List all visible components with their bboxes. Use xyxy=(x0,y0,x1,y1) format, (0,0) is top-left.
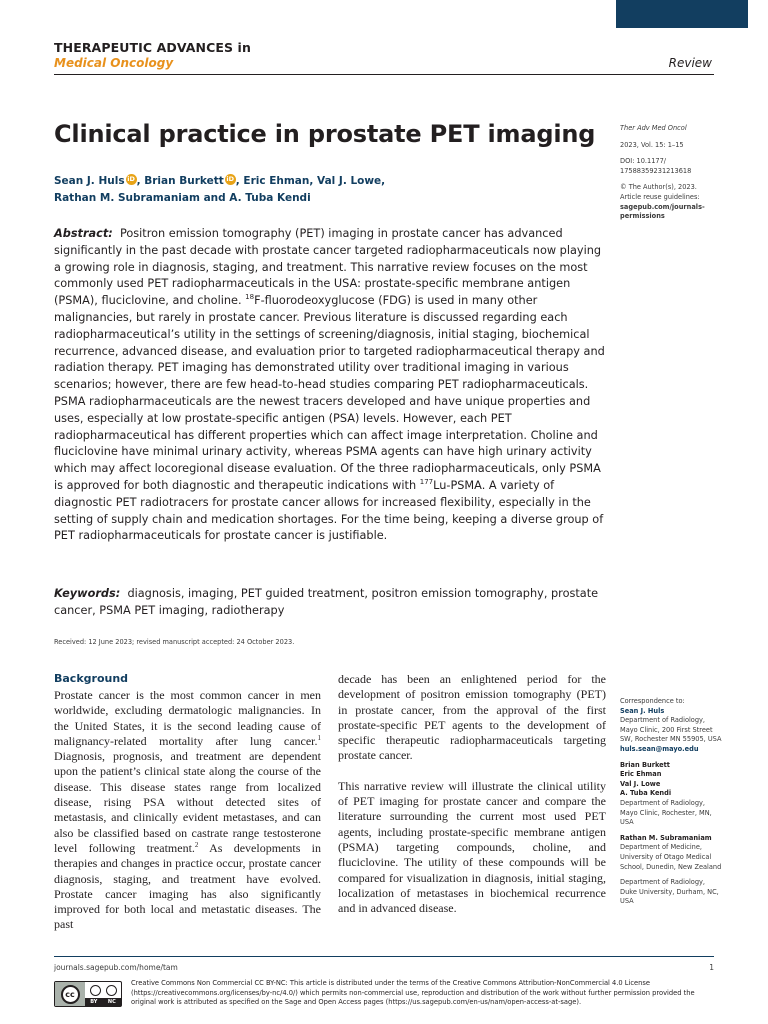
reference-link[interactable]: 1 xyxy=(317,733,321,742)
keywords-label: Keywords: xyxy=(54,587,121,600)
attribution-icon xyxy=(90,985,101,996)
author-link[interactable]: Eric Ehman, Val J. Lowe, xyxy=(243,175,386,187)
body-column-right xyxy=(338,672,606,916)
cc-logo-icon: cc xyxy=(61,985,80,1004)
abstract-text-3: Lu-PSMA. A variety of diagnostic PET radiotracers for prostate cancer allows for increased flexibility, especially in the setting of supply chain and medication shortages. For the time being, keeping a diverse group of PET radiopharmaceuticals for prostate cancer is justifiable. xyxy=(54,478,604,543)
creative-commons-icon[interactable] xyxy=(54,981,122,1007)
correspondence-address: Department of Radiology, Mayo Clinic, 200 First Street SW, Rochester MN 55905, USA xyxy=(620,716,722,744)
abstract-sup-1: 18 xyxy=(245,293,255,302)
affiliation-name: A. Tuba Kendi xyxy=(620,789,672,798)
doi-label: DOI: 10.1177/ xyxy=(620,157,667,166)
page-number: 1 xyxy=(709,963,714,972)
abstract xyxy=(54,226,610,545)
affiliation-address: Department of Radiology, Mayo Clinic, Rochester, MN, USA xyxy=(620,798,712,827)
abstract-label: Abstract: xyxy=(54,227,113,240)
body-paragraph: This narrative review will illustrate the clinical utility of PET imaging for prostate cancer and compare the literature surrounding the current most used PET agents, including prostate-specific membrane antigen (PSMA) targeting compounds, choline, and fluciclovine. The utility of these compounds will be compared for visualization in diagnosis, initial staging, localization of metastases in biochemical recurrence and in advanced disease. xyxy=(338,778,606,916)
journal-name: THERAPEUTIC ADVANCES in xyxy=(54,40,251,55)
correspondence-block xyxy=(620,697,722,907)
body-paragraph: decade has been an enlightened period for the development of positron emission tomography (PET) in prostate cancer, from the approval of the first prostate-specific PET agents to the development of specific therapeutic radiopharmaceuticals targeting prostate cancer. xyxy=(338,672,606,763)
section-heading-background: Background xyxy=(54,672,129,685)
copyright: © The Author(s), 2023. xyxy=(620,183,697,192)
journal-subtitle: Medical Oncology xyxy=(54,56,174,70)
body-text: As developments in therapies and changes in practice occur, prostate cancer diagnosis, staging, and treatment have evolved. Prostate cancer imaging has also significantly improved for both local and metastatic diseases. The past xyxy=(54,840,321,932)
affiliation-address: Department of Radiology, Duke University, Durham, NC, USA xyxy=(620,878,719,906)
footer-divider xyxy=(54,956,714,957)
correspondence-name: Sean J. Huls xyxy=(620,706,665,715)
article-type: Review xyxy=(668,56,712,70)
cc-by-label: BY xyxy=(90,999,98,1005)
affiliation-name: Brian Burkett xyxy=(620,760,670,769)
journal-url-link[interactable]: journals.sagepub.com/home/tam xyxy=(54,963,178,972)
corner-tab-decoration xyxy=(616,0,748,28)
author-link[interactable]: Rathan M. Subramaniam and A. Tuba Kendi xyxy=(54,192,311,204)
reuse-label: Article reuse guidelines: xyxy=(620,192,700,201)
affiliation-name: Eric Ehman xyxy=(620,770,662,779)
article-title: Clinical practice in prostate PET imaging xyxy=(54,120,596,148)
abstract-text-1: Positron emission tomography (PET) imaging in prostate cancer has advanced significantly in the past decade with prostate cancer targeted radiopharmaceuticals now playing a growing role in diagnosis, staging, and treatment. This narrative review focuses on the most commonly used PET radiopharmaceuticals in the USA: prostate-specific membrane antigen (PSMA), fluciclovine, and choline. xyxy=(54,227,602,308)
correspondence-email[interactable]: huls.sean@mayo.edu xyxy=(620,744,699,753)
orcid-icon[interactable]: iD xyxy=(226,175,235,183)
author-separator: , xyxy=(235,175,244,187)
article-metadata xyxy=(620,124,720,222)
affiliation-name: Val J. Lowe xyxy=(620,779,661,788)
author-link[interactable]: Sean J. Huls xyxy=(54,175,125,187)
author-list xyxy=(54,173,414,207)
keywords xyxy=(54,586,610,620)
reuse-link[interactable]: sagepub.com/journals- xyxy=(620,202,705,211)
author-link[interactable]: Brian Burkett xyxy=(144,175,224,187)
header-divider xyxy=(54,74,714,75)
body-text: Diagnosis, prognosis, and treatment are dependent upon the patient’s clinical state along the course of the disease. This disease states range from localized disease, rising PSA without detected sites of metastasis, and clinically evident metastases, and can also be classified based on castrate range testosterone level following treatment. xyxy=(54,749,321,855)
volume-info: 2023, Vol. 15: 1–15 xyxy=(620,140,684,149)
abstract-sup-2: 177 xyxy=(419,478,434,487)
author-separator: , xyxy=(136,175,145,187)
body-column-left xyxy=(54,688,321,933)
cc-nc-label: NC xyxy=(107,999,116,1005)
reference-link[interactable]: 2 xyxy=(194,840,199,849)
body-text: Prostate cancer is the most common cancer in men worldwide, excluding dermatologic malignancies. In the United States, it is the second leading cause of malignancy-related mortality after lung cancer. xyxy=(54,688,321,748)
correspondence-label: Correspondence to: xyxy=(620,697,685,705)
journal-abbrev: Ther Adv Med Oncol xyxy=(620,124,687,132)
doi-link[interactable]: 17588359231213618 xyxy=(620,166,692,175)
received-dates: Received: 12 June 2023; revised manuscript accepted: 24 October 2023. xyxy=(54,638,295,646)
affiliation-address: Department of Medicine, University of Otago Medical School, Dunedin, New Zealand xyxy=(620,843,722,871)
keywords-text: diagnosis, imaging, PET guided treatment, positron emission tomography, prostate cancer, PSMA PET imaging, radiotherapy xyxy=(54,587,599,617)
reuse-link-cont[interactable]: permissions xyxy=(620,212,665,221)
orcid-icon[interactable]: iD xyxy=(127,175,135,183)
license-text: Creative Commons Non Commercial CC BY-NC: This article is distributed under the terms of the Creative Commons Attribution-NonCommercial 4.0 License (https://creativecommons.org/licenses/by-nc/4.0/) which permits non-commercial use, reproduction and distribution of the work without further permission provided the original work is attributed as specified on the Sage and Open Access pages (https://us.sagepub.com/en-us/nam/open-access-at-sage). xyxy=(131,979,695,1007)
abstract-text-2: F-fluorodeoxyglucose (FDG) is used in many other malignancies, but rarely in prostate cancer. Previous literature is discussed regarding each radiopharmaceutical’s utility in the settings of screening/diagnosis, initial staging, biochemical recurrence, advanced disease, and evaluation prior to targeted radiopharmaceutical therapy and radiation therapy. PET imaging has demonstrated utility over traditional imaging in various scenarios; however, there are few head-to-head studies comparing PET radiopharmaceuticals. PSMA radiopharmaceuticals are the newest tracers developed and have unique properties and uses, especially at low prostate-specific antigen (PSA) levels. However, each PET radiopharmaceutical has different properties which can affect image interpretation. Choline and fluciclovine have minimal urinary activity, whereas PSMA agents can have high urinary activity which may affect locoregional disease evaluation. Of the three radiopharmaceuticals, only PSMA is approved for both diagnostic and therapeutic indications with xyxy=(54,294,605,492)
affiliation-name: Rathan M. Subramaniam xyxy=(620,833,712,842)
noncommercial-icon xyxy=(106,985,117,996)
